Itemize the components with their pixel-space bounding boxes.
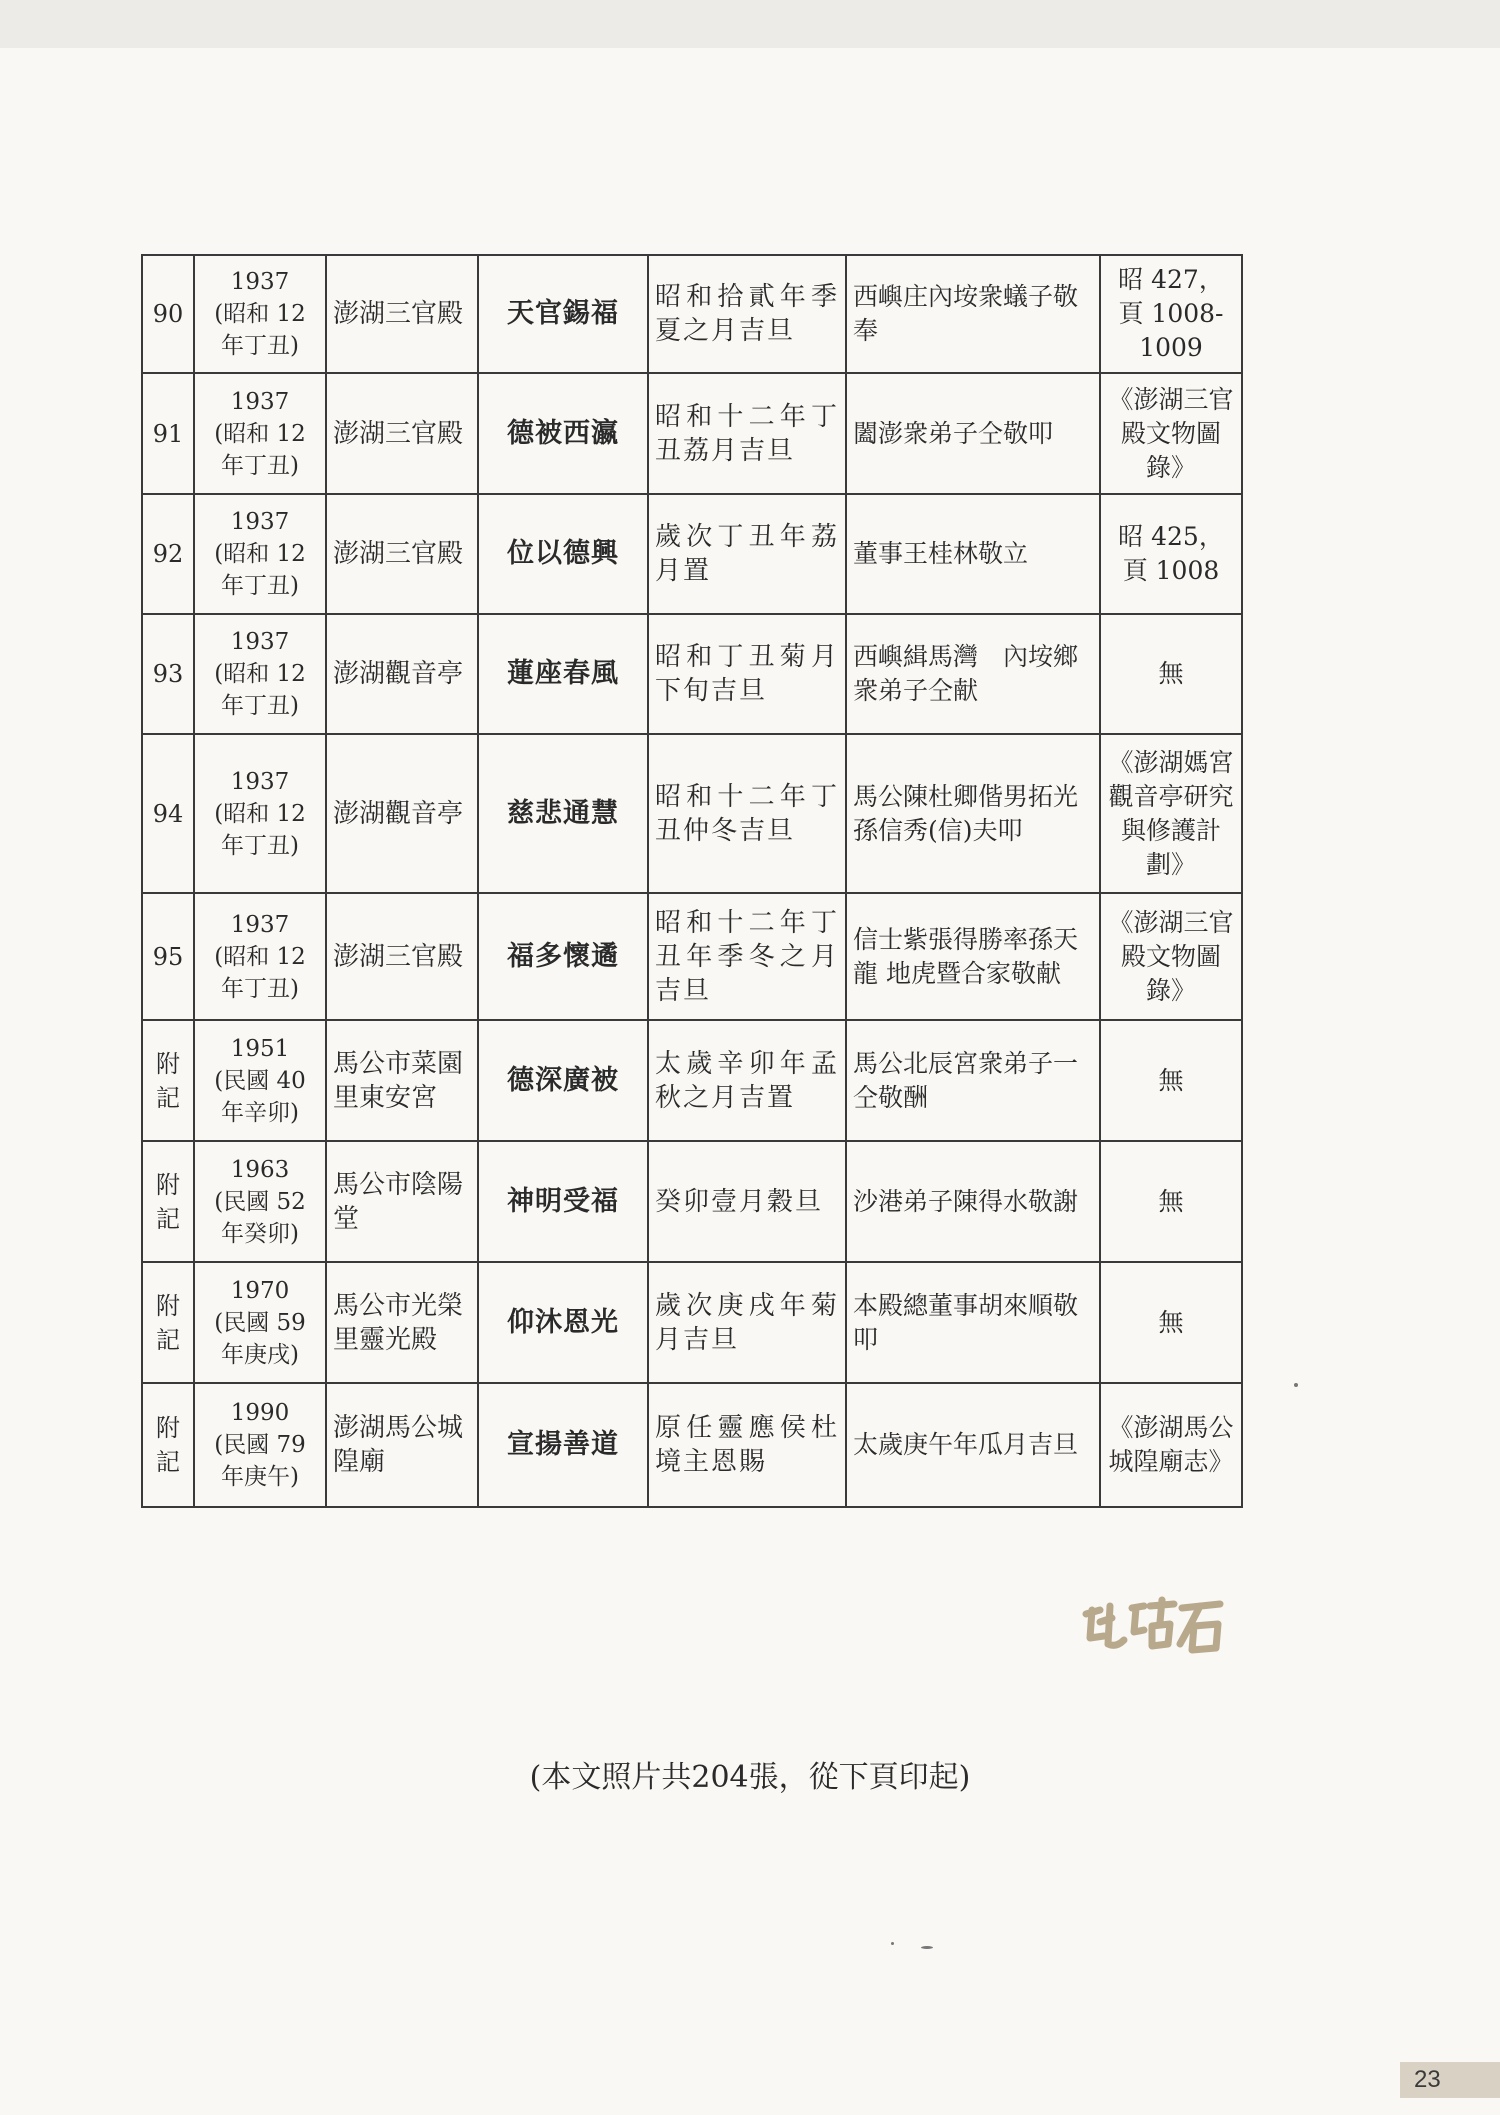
cell-source: 無: [1100, 614, 1242, 734]
year-line: (民國 52: [214, 1188, 306, 1215]
year-line: 年丁丑): [221, 832, 299, 859]
cell-number: 附記: [142, 1020, 194, 1141]
cell-date: 昭和拾貳年季夏之月吉旦: [648, 255, 846, 373]
table-row: [142, 1383, 1242, 1507]
scan-speck: [891, 1942, 894, 1945]
cell-date: 昭和十二年丁丑年季冬之月吉旦: [648, 893, 846, 1020]
cell-location: 澎湖觀音亭: [326, 734, 478, 893]
plaque-table-body: [142, 255, 1242, 1507]
cell-location: 澎湖三官殿: [326, 373, 478, 494]
table-row: [142, 1262, 1242, 1383]
cell-donor: 信士紫張得勝率孫天龍 地虎暨合家敬献: [846, 893, 1100, 1020]
cell-number: 93: [142, 614, 194, 734]
year-line: 年丁丑): [221, 975, 299, 1002]
year-line: 年丁丑): [221, 452, 299, 479]
cell-source: 昭 427，頁 1008-1009: [1100, 255, 1242, 373]
cell-donor: 沙港弟子陳得水敬謝: [846, 1141, 1100, 1262]
cell-location: 馬公市陰陽堂: [326, 1141, 478, 1262]
year-line: 1937: [230, 269, 290, 295]
cell-number: 附記: [142, 1262, 194, 1383]
cell-date: 昭和丁丑菊月下旬吉旦: [648, 614, 846, 734]
cell-location: 馬公市光榮里靈光殿: [326, 1262, 478, 1383]
cell-plaque-title: 宣揚善道: [478, 1383, 648, 1507]
cell-source: 昭 425，頁 1008: [1100, 494, 1242, 614]
cell-donor: 本殿總董事胡來順敬叩: [846, 1262, 1100, 1383]
cell-year: [194, 1020, 326, 1141]
cell-source: 《澎湖馬公城隍廟志》: [1100, 1383, 1242, 1507]
cell-date: 太歲辛卯年孟秋之月吉置: [648, 1020, 846, 1141]
cell-number: 90: [142, 255, 194, 373]
year-line: (民國 79: [214, 1432, 306, 1458]
cell-source: 《澎湖三官殿文物圖錄》: [1100, 893, 1242, 1020]
cell-number: 91: [142, 373, 194, 494]
year-line: (昭和 12: [214, 420, 306, 447]
year-line: 年丁丑): [221, 693, 299, 719]
cell-number: 94: [142, 734, 194, 893]
table-row: [142, 1020, 1242, 1141]
year-line: 1937: [230, 768, 290, 795]
year-line: 1937: [230, 629, 290, 655]
year-line: 1951: [230, 1035, 290, 1062]
cell-donor: 董事王桂林敬立: [846, 494, 1100, 614]
cell-year: [194, 1141, 326, 1262]
cell-location: 馬公市菜園里東安宮: [326, 1020, 478, 1141]
logo-seal: [1078, 1592, 1228, 1662]
year-line: (民國 40: [214, 1067, 306, 1094]
cell-plaque-title: 德深廣被: [478, 1020, 648, 1141]
cell-source: 《澎湖三官殿文物圖錄》: [1100, 373, 1242, 494]
year-line: 年辛卯): [221, 1099, 299, 1126]
cell-donor: 西嶼庄內垵衆蟻子敬奉: [846, 255, 1100, 373]
cell-date: 癸卯壹月穀旦: [648, 1141, 846, 1262]
cell-year: [194, 1383, 326, 1507]
year-line: 年庚戌): [221, 1341, 299, 1368]
scan-speck: [921, 1946, 933, 1949]
cell-location: 澎湖三官殿: [326, 893, 478, 1020]
cell-source: 無: [1100, 1262, 1242, 1383]
year-line: (昭和 12: [214, 541, 306, 567]
cell-donor: 馬公陳杜卿偕男拓光孫信秀(信)夫叩: [846, 734, 1100, 893]
table-row: [142, 494, 1242, 614]
cell-plaque-title: 位以德興: [478, 494, 648, 614]
cell-donor: 馬公北辰宮衆弟子一仝敬酬: [846, 1020, 1100, 1141]
cell-number: 95: [142, 893, 194, 1020]
year-line: 1990: [230, 1400, 290, 1426]
cell-number: 92: [142, 494, 194, 614]
year-line: 1963: [230, 1156, 290, 1183]
year-line: (昭和 12: [214, 661, 306, 687]
cell-date: 原任靈應侯杜境主恩賜: [648, 1383, 846, 1507]
table-row: [142, 893, 1242, 1020]
cell-date: 昭和十二年丁丑荔月吉旦: [648, 373, 846, 494]
cell-date: 昭和十二年丁丑仲冬吉旦: [648, 734, 846, 893]
cell-year: [194, 373, 326, 494]
cell-source: 《澎湖媽宮觀音亭研究與修護計劃》: [1100, 734, 1242, 893]
year-line: (民國 59: [214, 1309, 306, 1336]
scan-speck: [1294, 1383, 1298, 1387]
scan-top-strip: [0, 0, 1500, 48]
table-row: [142, 255, 1242, 373]
cell-plaque-title: 福多懷遹: [478, 893, 648, 1020]
table-row: [142, 734, 1242, 893]
cell-number: 附記: [142, 1383, 194, 1507]
year-line: 1937: [230, 911, 290, 938]
cell-source: 無: [1100, 1020, 1242, 1141]
cell-date: 歲次丁丑年荔月置: [648, 494, 846, 614]
cell-number: 附記: [142, 1141, 194, 1262]
footnote: (本文照片共204張，從下頁印起): [529, 1760, 971, 1795]
cell-location: 澎湖觀音亭: [326, 614, 478, 734]
table-row: [142, 1141, 1242, 1262]
year-line: 1937: [230, 509, 290, 535]
cell-plaque-title: 天官錫福: [478, 255, 648, 373]
cell-source: 無: [1100, 1141, 1242, 1262]
cell-plaque-title: 蓮座春風: [478, 614, 648, 734]
year-line: 年丁丑): [221, 573, 299, 599]
cell-year: [194, 255, 326, 373]
cell-plaque-title: 慈悲通慧: [478, 734, 648, 893]
table-row: [142, 373, 1242, 494]
year-line: (昭和 12: [214, 800, 306, 827]
year-line: (昭和 12: [214, 301, 306, 327]
year-line: 1937: [230, 388, 290, 415]
cell-donor: 太歲庚午年瓜月吉旦: [846, 1383, 1100, 1507]
cell-location: 澎湖馬公城隍廟: [326, 1383, 478, 1507]
cell-location: 澎湖三官殿: [326, 494, 478, 614]
cell-plaque-title: 仰沐恩光: [478, 1262, 648, 1383]
cell-year: [194, 494, 326, 614]
year-line: 年庚午): [221, 1464, 299, 1490]
cell-year: [194, 1262, 326, 1383]
cell-location: 澎湖三官殿: [326, 255, 478, 373]
plaque-table: [141, 254, 1243, 1508]
year-line: 年丁丑): [221, 333, 299, 359]
cell-year: [194, 614, 326, 734]
year-line: (昭和 12: [214, 943, 306, 970]
year-line: 年癸卯): [221, 1220, 299, 1247]
cell-plaque-title: 德被西瀛: [478, 373, 648, 494]
cell-donor: 闔澎衆弟子仝敬叩: [846, 373, 1100, 494]
table-row: [142, 614, 1242, 734]
cell-year: [194, 893, 326, 1020]
cell-date: 歲次庚戌年菊月吉旦: [648, 1262, 846, 1383]
cell-donor: 西嶼緝馬灣 內垵鄉衆弟子仝献: [846, 614, 1100, 734]
page-number: 23: [1400, 2062, 1500, 2098]
cell-year: [194, 734, 326, 893]
cell-plaque-title: 神明受福: [478, 1141, 648, 1262]
year-line: 1970: [230, 1277, 290, 1304]
